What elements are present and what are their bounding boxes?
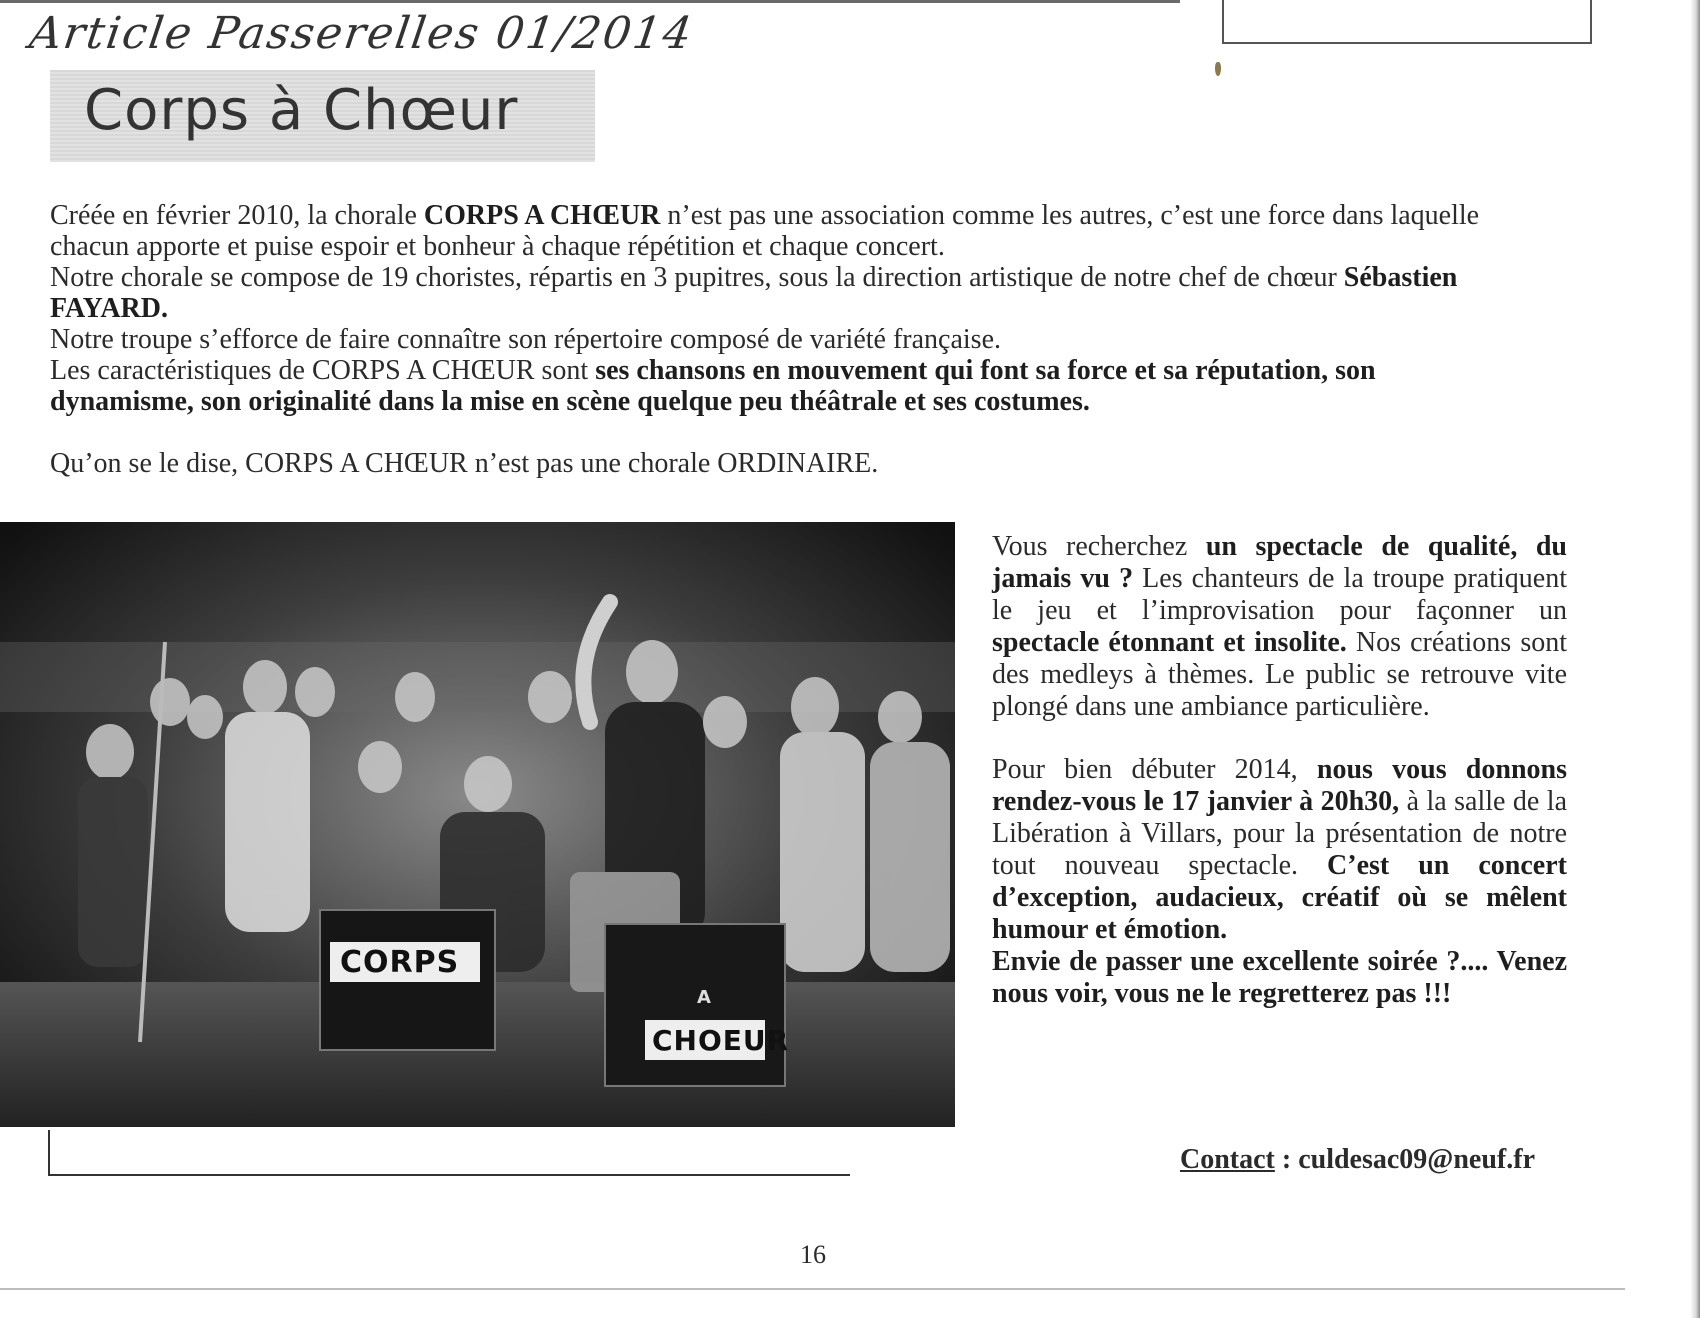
- handwritten-note: Article Passerelles 01/2014: [26, 8, 697, 59]
- scan-right-edge: [1690, 0, 1700, 1318]
- scan-top-line: [0, 0, 1180, 3]
- sign-a: A: [697, 987, 711, 1008]
- intro-paragraph-2: Notre chorale se compose de 19 choristes, répartis en 3 pupitres, sous la direction artistique de notre chef de chœur Sébastien FAYARD.: [50, 262, 1458, 324]
- contact-label: Contact: [1180, 1144, 1275, 1175]
- right-paragraph-2: Pour bien débuter 2014, nous vous donnons rendez-vous le 17 janvier à 20h30, à la salle de la Libération à Villars, pour la présentation de notre tout nouveau spectacle. C’est un concert d’exception, audacieux, créatif où se mêlent humour et émotion.: [992, 754, 1567, 945]
- corner-frame: [1222, 0, 1592, 44]
- right-paragraph-1: Vous recherchez un spectacle de qualité, du jamais vu ? Les chanteurs de la troupe pratiquent le jeu et l’improvisation pour façonner un spectacle étonnant et insolite. Nos créations sont des medleys à thèmes. Le public se retrouve vite plongé dans une ambiance particulière.: [992, 531, 1567, 722]
- contact-line: Contact : culdesac09@neuf.fr: [1180, 1144, 1535, 1175]
- article-title: Corps à Chœur: [84, 78, 519, 143]
- contact-email[interactable]: culdesac09@neuf.fr: [1298, 1144, 1535, 1175]
- intro-paragraph-1: Créée en février 2010, la chorale CORPS A CHŒUR n’est pas une association comme les autres, c’est une force dans laquelle chacun apporte et puise espoir et bonheur à chaque répétition et chaque concert.: [50, 200, 1480, 262]
- stage-photo: [0, 522, 955, 1127]
- ink-spot: [1215, 62, 1221, 76]
- intro-paragraph-3: Notre troupe s’efforce de faire connaître son répertoire composé de variété française.: [50, 324, 1002, 355]
- intro-paragraph-4: Les caractéristiques de CORPS A CHŒUR sont ses chansons en mouvement qui font sa force et sa réputation, son dynamisme, son originalité dans la mise en scène quelque peu théâtrale et ses costumes.: [50, 355, 1376, 417]
- page-number: 16: [800, 1240, 826, 1269]
- scan-bottom-line: [0, 1288, 1625, 1290]
- choir-features: ses chansons en mouvement qui font sa force et sa réputation, son dynamisme, son originalité dans la mise en scène quelque peu théâtrale et ses costumes.: [50, 355, 1376, 417]
- corner-bracket: [48, 1130, 850, 1176]
- right-column-text: [992, 531, 1567, 1010]
- sign-corps: CORPS: [340, 945, 460, 980]
- right-paragraph-3: Envie de passer une excellente soirée ?.... Venez nous voir, vous ne le regretterez pas !!!: [992, 946, 1567, 1009]
- intro-text: [50, 200, 1510, 479]
- sign-choeur: CHOEUR: [652, 1024, 790, 1057]
- intro-paragraph-5: Qu’on se le dise, CORPS A CHŒUR n’est pas une chorale ORDINAIRE.: [50, 448, 879, 479]
- choir-name: CORPS A CHŒUR: [423, 200, 661, 231]
- conductor-name: Sébastien FAYARD.: [50, 262, 1458, 324]
